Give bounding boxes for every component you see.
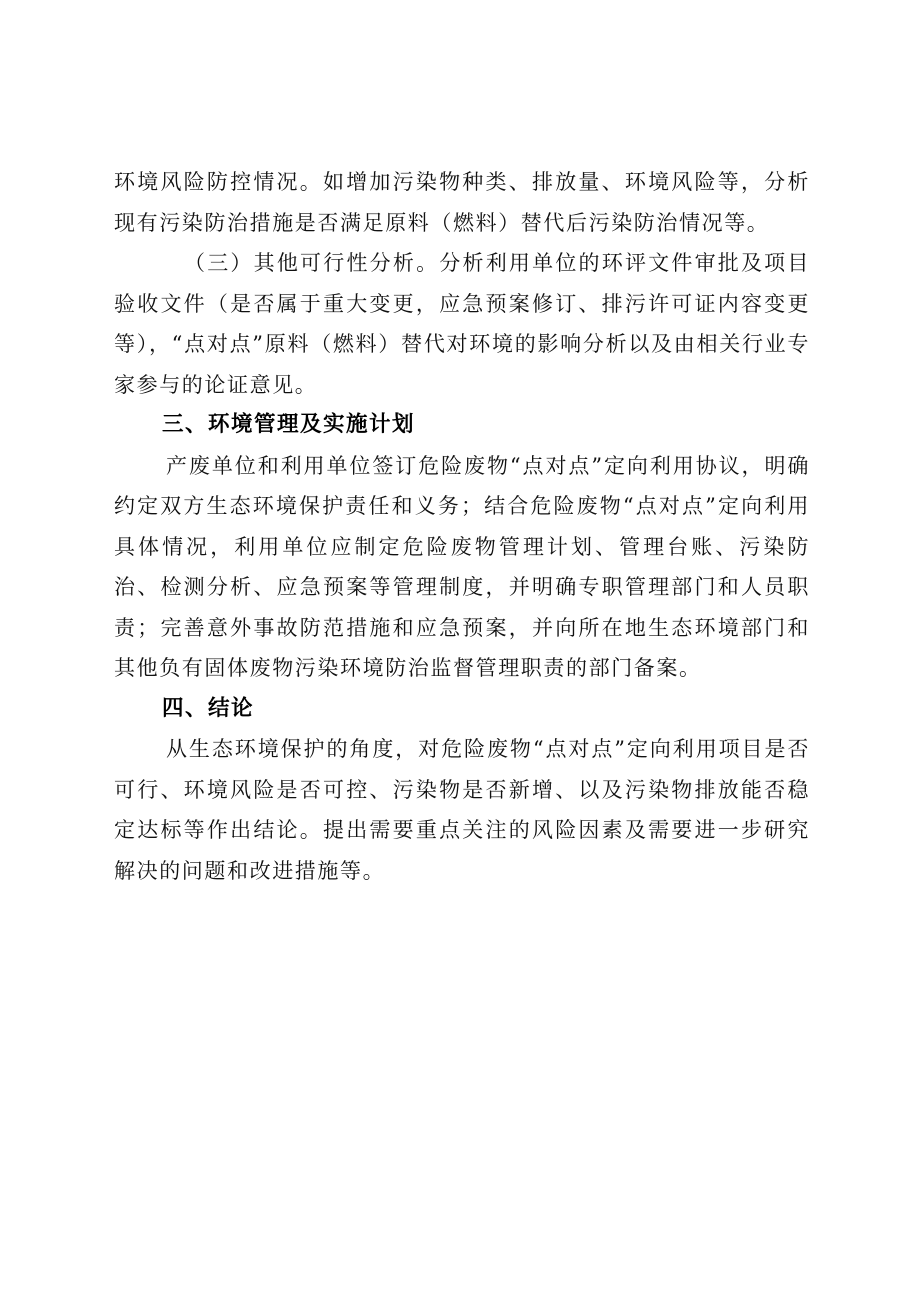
document-page — [114, 162, 810, 891]
paragraph-management: 产废单位和利用单位签订危险废物“点对点”定向利用协议，明确约定双方生态环境保护责任和义务；结合危险废物“点对点”定向利用具体情况，利用单位应制定危险废物管理计划、管理台账、污染防治、检测分析、应急预案等管理制度，并明确专职管理部门和人员职责；完善意外事故防范措施和应急预案，并向所在地生态环境部门和其他负有固体废物污染环境防治监督管理职责的部门备案。 — [114, 453, 810, 680]
paragraph-continuation: 环境风险防控情况。如增加污染物种类、排放量、环境风险等，分析现有污染防治措施是否满足原料（燃料）替代后污染防治情况等。 — [114, 170, 810, 235]
section-heading-4: 四、结论 — [162, 695, 255, 721]
section-heading-3: 三、环境管理及实施计划 — [162, 412, 416, 437]
paragraph-other-feasibility: （三）其他可行性分析。分析利用单位的环评文件审批及项目验收文件（是否属于重大变更，应急预案修订、排污许可证内容变更等），“点对点”原料（燃料）替代对环境的影响分析以及由相关行业专家参与的论证意见。 — [114, 251, 810, 397]
paragraph-conclusion: 从生态环境保护的角度，对危险废物“点对点”定向利用项目是否可行、环境风险是否可控、污染物是否新增、以及污染物排放能否稳定达标等作出结论。提出需要重点关注的风险因素及需要进一步研究解决的问题和改进措施等。 — [114, 737, 810, 883]
